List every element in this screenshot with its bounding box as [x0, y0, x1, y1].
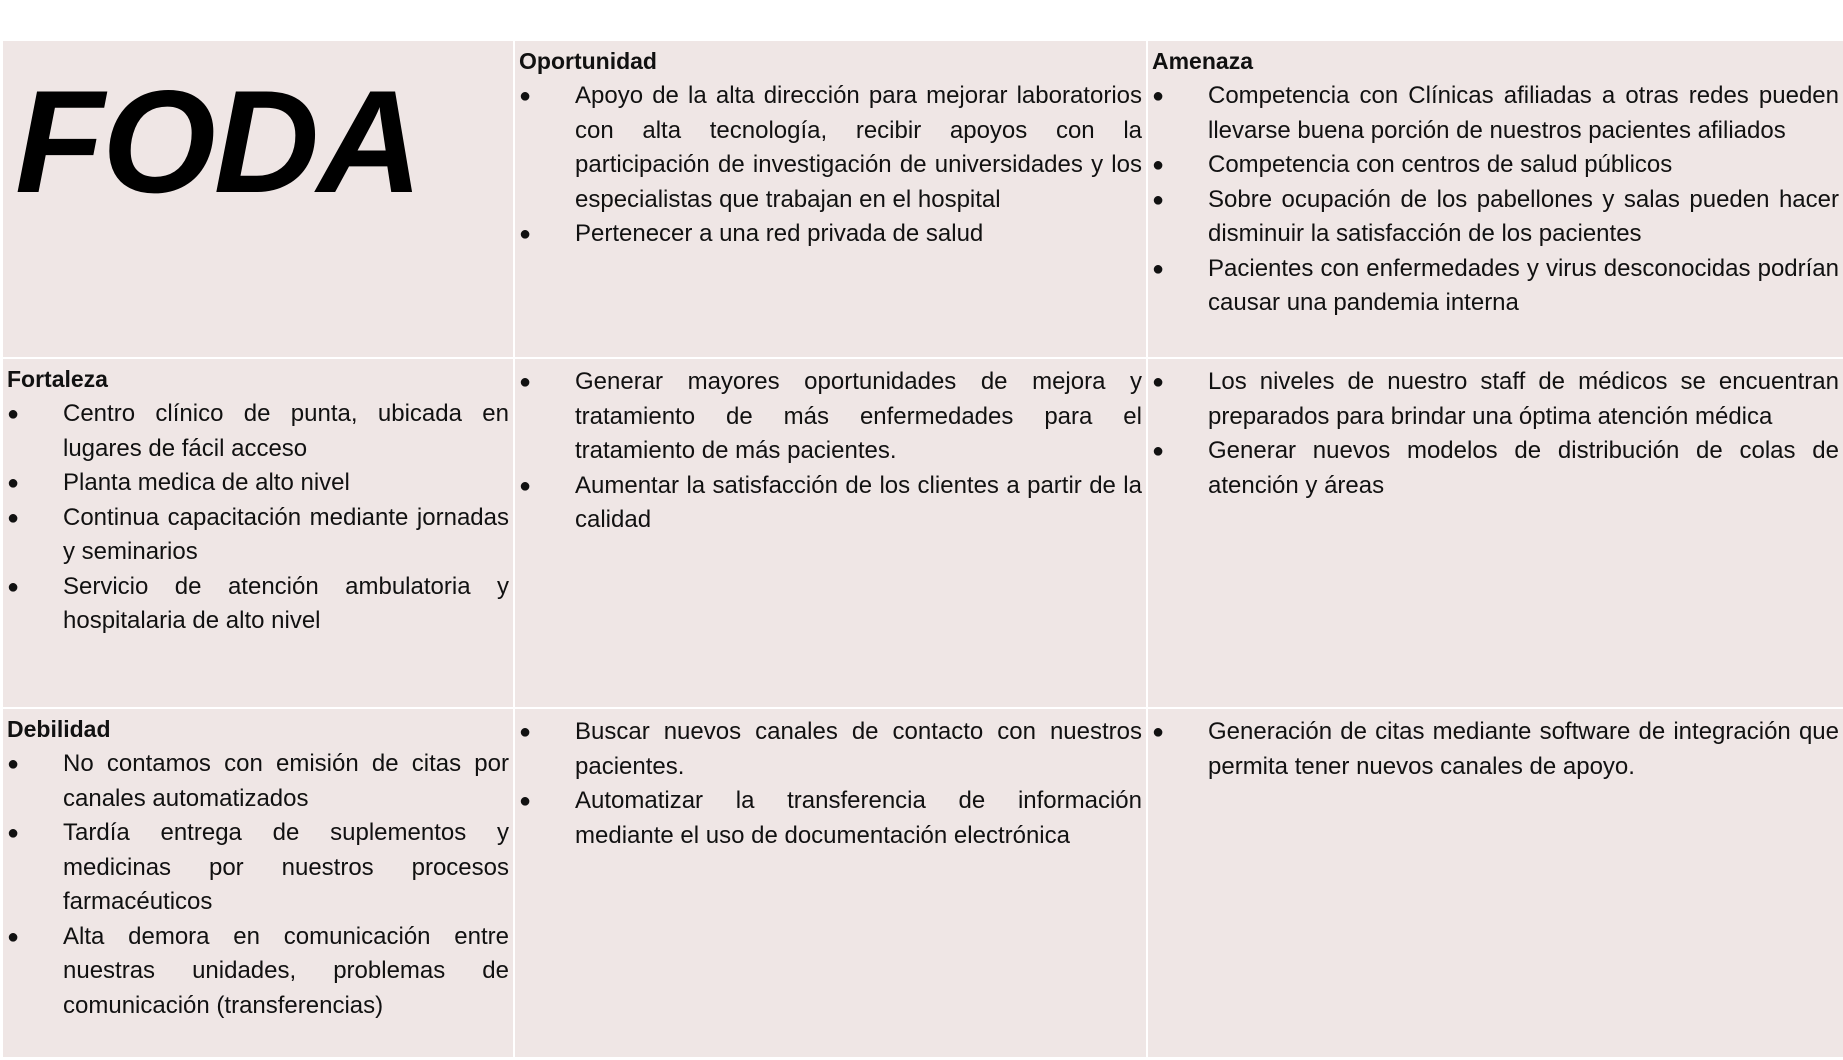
- list-item-text: Los niveles de nuestro staff de médicos se encuentran preparados para brindar una óptima atención médica: [1208, 368, 1839, 430]
- list-item-text: Tardía entrega de suplementos y medicinas por nuestros procesos farmacéuticos: [63, 819, 509, 915]
- list-item: [519, 469, 1142, 538]
- list-item-text: Apoyo de la alta dirección para mejorar laboratorios con alta tecnología, recibir apoyos con la participación de investigación de universidades y los especialistas que trabajan en el hospital: [575, 82, 1142, 213]
- bullet-icon: ●: [7, 925, 20, 948]
- amenaza-heading: Amenaza: [1152, 48, 1253, 74]
- oportunidad-heading: Oportunidad: [519, 48, 657, 74]
- list-item-text: Generar nuevos modelos de distribución de colas de atención y áreas: [1208, 437, 1839, 499]
- list-item: [7, 920, 509, 1024]
- list-item-text: Servicio de atención ambulatoria y hospitalaria de alto nivel: [63, 572, 509, 634]
- title-cell: [3, 41, 515, 359]
- list-item: [7, 501, 509, 570]
- bullet-icon: ●: [1152, 154, 1165, 176]
- bullet-icon: ●: [7, 506, 20, 529]
- list-item: [519, 217, 1142, 252]
- foda-table: [3, 41, 1843, 1057]
- bullet-icon: ●: [7, 472, 20, 494]
- da-strategies-cell: [1148, 709, 1843, 1057]
- bullet-icon: ●: [1152, 440, 1165, 462]
- list-item: [1152, 434, 1839, 503]
- list-item-text: Generar mayores oportunidades de mejora y tratamiento de más enfermedades para el tratamiento de más pacientes.: [575, 368, 1142, 464]
- bullet-icon: ●: [519, 790, 532, 812]
- bullet-icon: ●: [1152, 371, 1165, 393]
- bullet-icon: ●: [7, 403, 20, 425]
- list-item-text: Alta demora en comunicación entre nuestras unidades, problemas de comunicación (transferencias): [63, 922, 509, 1019]
- list-item: [519, 715, 1142, 784]
- list-item-text: Automatizar la transferencia de información mediante el uso de documentación electrónica: [575, 787, 1142, 849]
- debilidad-list: [7, 747, 509, 1023]
- list-item: [7, 816, 509, 920]
- bullet-icon: ●: [1152, 188, 1165, 211]
- list-item-text: Buscar nuevos canales de contacto con nuestros pacientes.: [575, 718, 1142, 780]
- list-item-text: No contamos con emisión de citas por canales automatizados: [63, 750, 509, 812]
- list-item: [7, 570, 509, 639]
- list-item-text: Continua capacitación mediante jornadas y seminarios: [63, 503, 509, 565]
- bullet-icon: ●: [7, 753, 20, 775]
- fo-strategies-cell: [515, 359, 1148, 709]
- list-item: [1152, 252, 1839, 321]
- list-item-text: Sobre ocupación de los pabellones y salas pueden hacer disminuir la satisfacción de los pacientes: [1208, 185, 1839, 247]
- list-item-text: Pacientes con enfermedades y virus desconocidas podrían causar una pandemia interna: [1208, 254, 1839, 316]
- list-item: [1152, 79, 1839, 148]
- do-strategies-cell: [515, 709, 1148, 1057]
- list-item-text: Competencia con centros de salud públicos: [1208, 151, 1673, 178]
- bullet-icon: ●: [1152, 257, 1165, 280]
- amenaza-list: [1152, 79, 1839, 321]
- bullet-icon: ●: [7, 822, 20, 844]
- bullet-icon: ●: [7, 575, 20, 598]
- list-item: [1152, 365, 1839, 434]
- bullet-icon: ●: [519, 85, 532, 107]
- fo-strategies-list: [519, 365, 1142, 538]
- do-strategies-list: [519, 715, 1142, 853]
- list-item: [7, 747, 509, 816]
- list-item: [7, 397, 509, 466]
- fa-strategies-list: [1152, 365, 1839, 503]
- list-item-text: Pertenecer a una red privada de salud: [575, 220, 984, 247]
- oportunidad-cell: [515, 41, 1148, 359]
- bullet-icon: ●: [519, 721, 532, 743]
- oportunidad-list: [519, 79, 1142, 252]
- fortaleza-heading: Fortaleza: [7, 366, 108, 392]
- list-item: [1152, 715, 1839, 784]
- list-item: [1152, 148, 1839, 183]
- debilidad-heading: Debilidad: [7, 716, 111, 742]
- foda-title: FODA: [15, 60, 421, 223]
- bullet-icon: ●: [1152, 721, 1165, 743]
- list-item: [519, 79, 1142, 217]
- list-item-text: Planta medica de alto nivel: [63, 469, 350, 496]
- da-strategies-list: [1152, 715, 1839, 784]
- bullet-icon: ●: [519, 371, 532, 393]
- list-item-text: Generación de citas mediante software de integración que permita tener nuevos canales de apoyo.: [1208, 718, 1839, 780]
- fortaleza-cell: [3, 359, 515, 709]
- list-item: [1152, 183, 1839, 252]
- bullet-icon: ●: [1152, 85, 1165, 107]
- list-item: [519, 784, 1142, 853]
- bullet-icon: ●: [519, 223, 532, 245]
- amenaza-cell: [1148, 41, 1843, 359]
- fortaleza-list: [7, 397, 509, 639]
- fa-strategies-cell: [1148, 359, 1843, 709]
- list-item-text: Aumentar la satisfacción de los clientes a partir de la calidad: [575, 471, 1142, 533]
- debilidad-cell: [3, 709, 515, 1057]
- list-item: [519, 365, 1142, 469]
- bullet-icon: ●: [519, 474, 532, 497]
- list-item: [7, 466, 509, 501]
- list-item-text: Competencia con Clínicas afiliadas a otras redes pueden llevarse buena porción de nuestros pacientes afiliados: [1208, 82, 1839, 144]
- list-item-text: Centro clínico de punta, ubicada en lugares de fácil acceso: [63, 400, 509, 462]
